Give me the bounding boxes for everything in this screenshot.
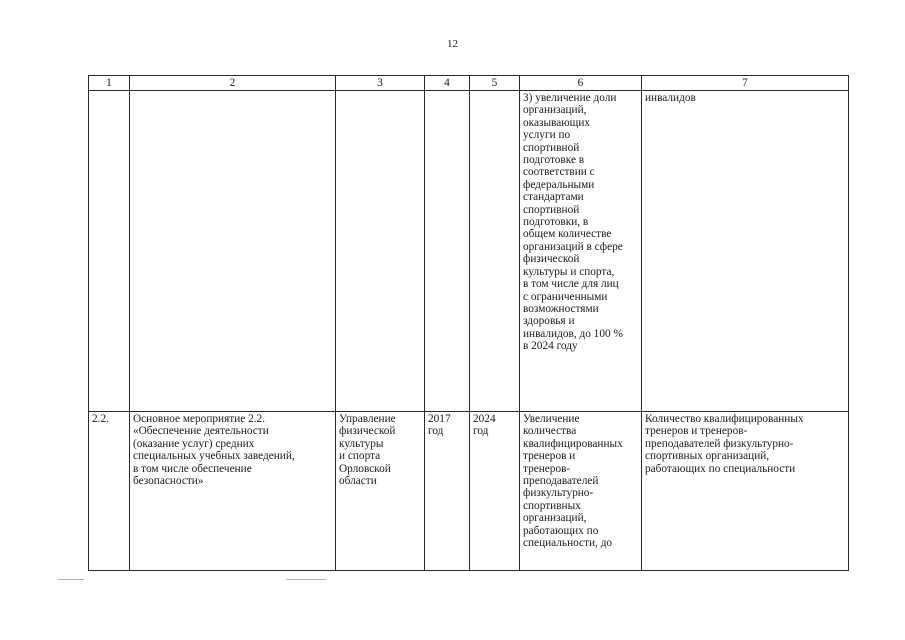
column-header-6: 6 (520, 76, 642, 91)
table-row (89, 412, 849, 571)
column-header-7: 7 (642, 76, 849, 91)
column-header-4: 4 (425, 76, 470, 91)
header-row (89, 76, 849, 91)
cell-number (89, 91, 130, 412)
cell-executor (336, 91, 425, 412)
cell-expected-result: 3) увеличение доли организаций, оказывающих услуги по спортивной подготовке в соответствии с федеральными стандартами спортивной подготовки, в общем количестве организаций в сфере физической культуры и спорта, в том числе для лиц с ограниченными возможностями здоровья и инвалидов, до 100 % в 2024 году (520, 91, 642, 412)
scan-artifact (58, 579, 84, 580)
cell-end-year (470, 91, 520, 412)
column-header-3: 3 (336, 76, 425, 91)
cell-executor: Управление физической культуры и спорта Орловской области (336, 412, 425, 571)
cell-start-year (425, 91, 470, 412)
column-header-1: 1 (89, 76, 130, 91)
cell-event (130, 91, 336, 412)
column-header-5: 5 (470, 76, 520, 91)
cell-end-year: 2024 год (470, 412, 520, 571)
cell-event: Основное мероприятие 2.2. «Обеспечение деятельности (оказание услуг) средних специальных учебных заведений, в том числе обеспечение безопасности» (130, 412, 336, 571)
cell-expected-result: Увеличение количества квалифицированных тренеров и тренеров- преподавателей физкультурно- спортивных организаций, работающих по специальности, до (520, 412, 642, 571)
cell-indicator: инвалидов (642, 91, 849, 412)
page-number: 12 (447, 38, 458, 50)
scan-artifact (286, 579, 326, 580)
program-table (88, 75, 849, 571)
cell-indicator: Количество квалифицированных тренеров и тренеров- преподавателей физкультурно- спортивных организаций, работающих по специальности (642, 412, 849, 571)
cell-number: 2.2. (89, 412, 130, 571)
table-row (89, 91, 849, 412)
cell-start-year: 2017 год (425, 412, 470, 571)
column-header-2: 2 (130, 76, 336, 91)
